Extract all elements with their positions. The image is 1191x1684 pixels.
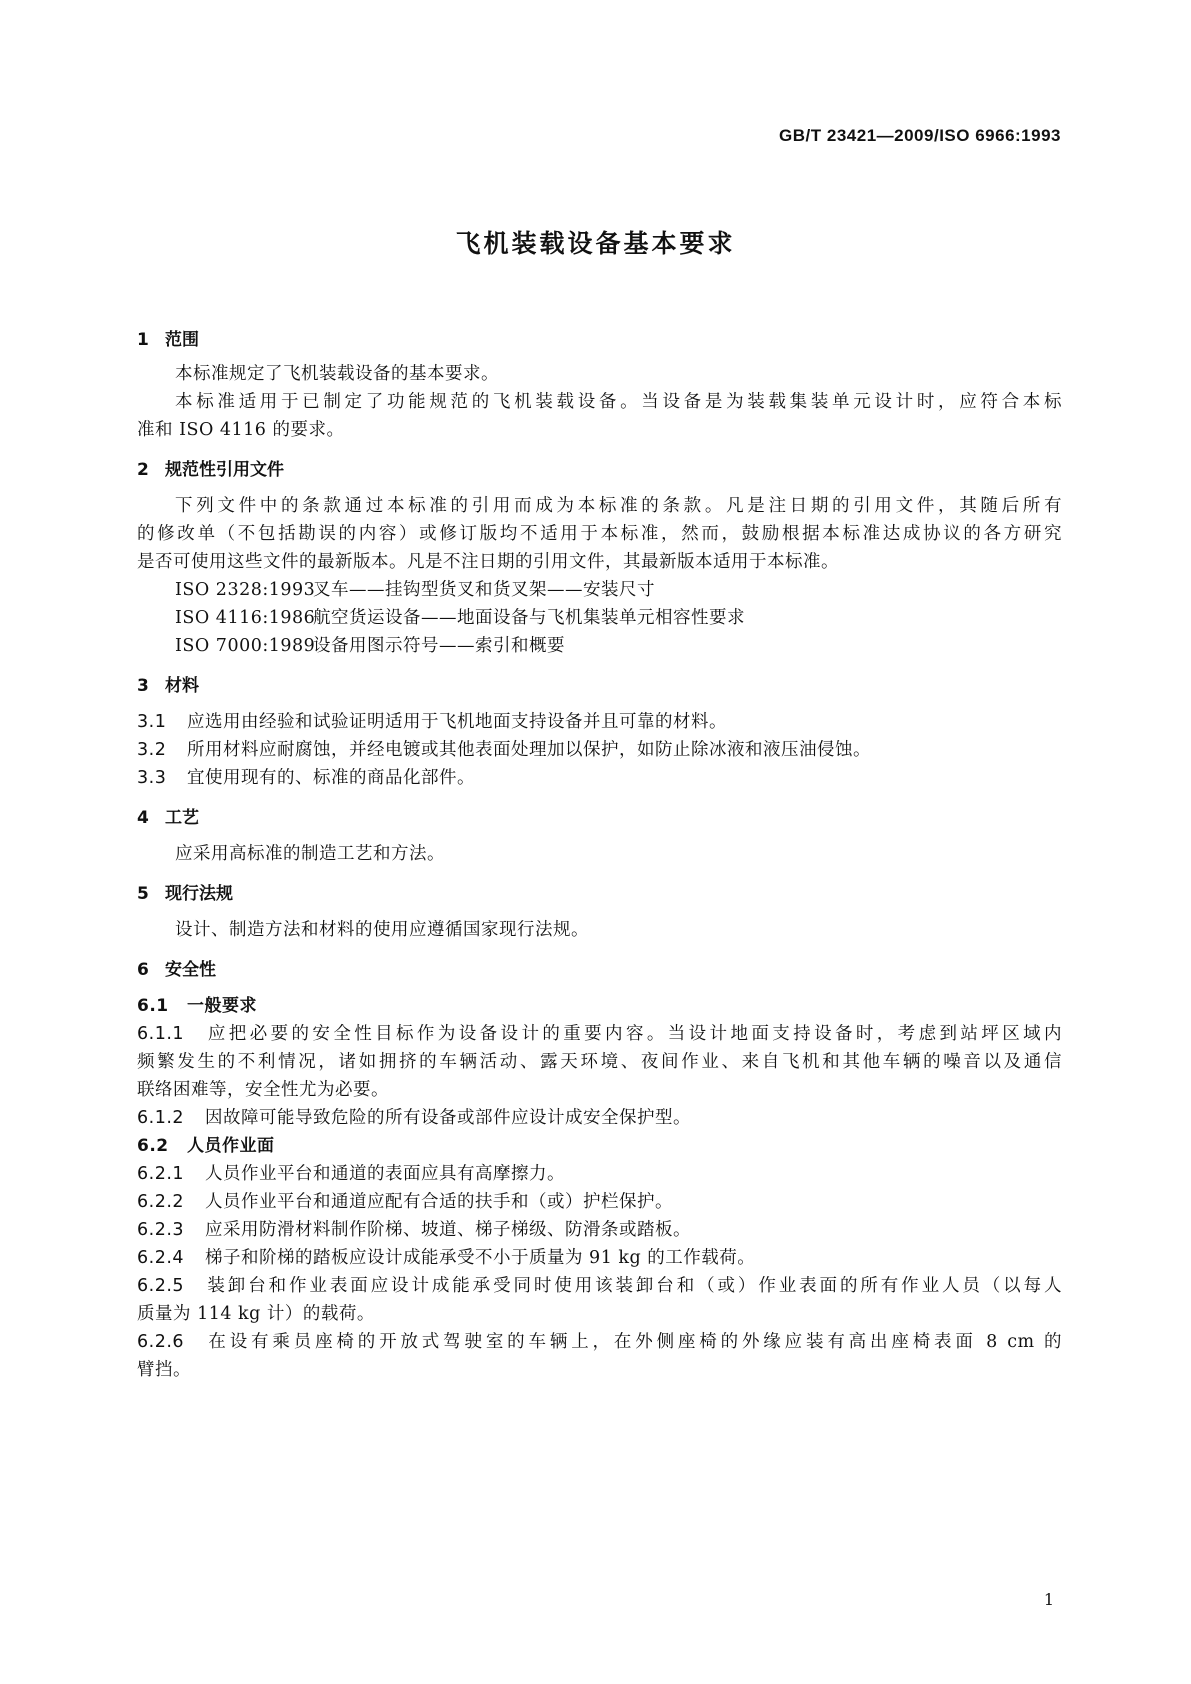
- subsection-number: 6.1: [137, 996, 169, 1016]
- clause-text: 所用材料应耐腐蚀，并经电镀或其他表面处理加以保护，如防止除冰液和液压油侵蚀。: [187, 740, 871, 760]
- reference-code: ISO 2328:1993: [175, 580, 316, 600]
- clause-3-2: [137, 738, 1062, 762]
- clause-text: 梯子和阶梯的踏板应设计成能承受不小于质量为 91 kg 的工作载荷。: [205, 1248, 756, 1268]
- clause-6-2-4: [137, 1246, 1062, 1270]
- clause-number: 3.2: [137, 740, 167, 760]
- clause-text: 因故障可能导致危险的所有设备或部件应设计成安全保护型。: [205, 1108, 691, 1128]
- paragraph: 应采用高标准的制造工艺和方法。: [175, 844, 445, 864]
- clause-number: 6.2.5: [137, 1276, 185, 1296]
- clause-text: 人员作业平台和通道的表面应具有高摩擦力。: [205, 1164, 565, 1184]
- section-6-heading: [137, 958, 1062, 982]
- clause-6-2-5: [137, 1274, 1062, 1298]
- clause-number: 6.1.2: [137, 1108, 185, 1128]
- clause-number: 6.2.2: [137, 1192, 185, 1212]
- paragraph: 本标准规定了飞机装载设备的基本要求。: [175, 364, 499, 384]
- clause-text: 应把必要的安全性目标作为设备设计的重要内容。当设计地面支持设备时，考虑到站坪区域内: [205, 1024, 1062, 1044]
- clause-number: 6.2.4: [137, 1248, 185, 1268]
- clause-number: 3.1: [137, 712, 167, 732]
- clause-6-1-2: [137, 1106, 1062, 1130]
- subsection-6-2-heading: [137, 1134, 1062, 1158]
- section-3-heading: [137, 674, 1062, 698]
- section-number: 4: [137, 808, 149, 828]
- clause-3-3: [137, 766, 1062, 790]
- clause-number: 6.1.1: [137, 1024, 185, 1044]
- paragraph-continuation: 是否可使用这些文件的最新版本。凡是不注日期的引用文件，其最新版本适用于本标准。: [137, 552, 839, 572]
- clause-number: 6.2.6: [137, 1332, 185, 1352]
- clause-continuation: 联络困难等，安全性尤为必要。: [137, 1080, 389, 1100]
- section-number: 2: [137, 460, 149, 480]
- clause-continuation: 频繁发生的不利情况，诸如拥挤的车辆活动、露天环境、夜间作业、来自飞机和其他车辆的噪音以及通信: [137, 1052, 1062, 1072]
- paragraph: 下列文件中的条款通过本标准的引用而成为本标准的条款。凡是注日期的引用文件，其随后所有: [175, 496, 1062, 516]
- section-1-heading: [137, 328, 1062, 352]
- clause-6-2-2: [137, 1190, 1062, 1214]
- reference-title: 设备用图示符号——索引和概要: [313, 636, 565, 656]
- clause-text: 人员作业平台和通道应配有合适的扶手和（或）护栏保护。: [205, 1192, 673, 1212]
- section-number: 1: [137, 330, 149, 350]
- clause-text: 在设有乘员座椅的开放式驾驶室的车辆上，在外侧座椅的外缘应装有高出座椅表面 8 cm 的: [205, 1332, 1062, 1352]
- clause-number: 6.2.1: [137, 1164, 185, 1184]
- reference-code: ISO 7000:1989: [175, 636, 316, 656]
- clause-continuation: 臂挡。: [137, 1360, 191, 1380]
- reference-item: [137, 634, 1062, 658]
- clause-continuation: 质量为 114 kg 计）的载荷。: [137, 1304, 375, 1324]
- clause-text: 装卸台和作业表面应设计成能承受同时使用该装卸台和（或）作业表面的所有作业人员（以每人: [205, 1276, 1062, 1296]
- section-number: 3: [137, 676, 149, 696]
- section-title: 范围: [165, 330, 199, 350]
- section-number: 6: [137, 960, 149, 980]
- section-title: 现行法规: [165, 884, 233, 904]
- section-number: 5: [137, 884, 149, 904]
- reference-code: ISO 4116:1986: [175, 608, 316, 628]
- paragraph: 本标准适用于已制定了功能规范的飞机装载设备。当设备是为装载集装单元设计时，应符合本标: [175, 392, 1062, 412]
- clause-3-1: [137, 710, 1062, 734]
- reference-title: 叉车——挂钩型货叉和货叉架——安装尺寸: [313, 580, 655, 600]
- clause-6-2-3: [137, 1218, 1062, 1242]
- section-title: 工艺: [165, 808, 199, 828]
- subsection-6-1-heading: [137, 994, 1062, 1018]
- subsection-title: 一般要求: [187, 996, 257, 1016]
- subsection-title: 人员作业面: [187, 1136, 275, 1156]
- reference-item: [137, 578, 1062, 602]
- reference-item: [137, 606, 1062, 630]
- clause-text: 应选用由经验和试验证明适用于飞机地面支持设备并且可靠的材料。: [187, 712, 727, 732]
- paragraph-continuation: 准和 ISO 4116 的要求。: [137, 420, 345, 440]
- document-title: 飞机装载设备基本要求: [455, 229, 736, 258]
- paragraph-continuation: 的修改单（不包括勘误的内容）或修订版均不适用于本标准，然而，鼓励根据本标准达成协议的各方研究: [137, 524, 1062, 544]
- standard-code: GB/T 23421—2009/ISO 6966:1993: [779, 126, 1061, 145]
- clause-text: 应采用防滑材料制作阶梯、坡道、梯子梯级、防滑条或踏板。: [205, 1220, 691, 1240]
- paragraph: 设计、制造方法和材料的使用应遵循国家现行法规。: [175, 920, 589, 940]
- subsection-number: 6.2: [137, 1136, 169, 1156]
- section-title: 安全性: [165, 960, 216, 980]
- section-title: 规范性引用文件: [165, 460, 284, 480]
- section-2-heading: [137, 458, 1062, 482]
- section-4-heading: [137, 806, 1062, 830]
- section-title: 材料: [165, 676, 199, 696]
- clause-number: 6.2.3: [137, 1220, 185, 1240]
- clause-6-2-1: [137, 1162, 1062, 1186]
- clause-number: 3.3: [137, 768, 167, 788]
- document-body: [137, 328, 1062, 1382]
- section-5-heading: [137, 882, 1062, 906]
- clause-6-1-1: [137, 1022, 1062, 1046]
- page-number: 1: [1043, 1590, 1054, 1609]
- clause-6-2-6: [137, 1330, 1062, 1354]
- clause-text: 宜使用现有的、标准的商品化部件。: [187, 768, 475, 788]
- reference-title: 航空货运设备——地面设备与飞机集装单元相容性要求: [313, 608, 745, 628]
